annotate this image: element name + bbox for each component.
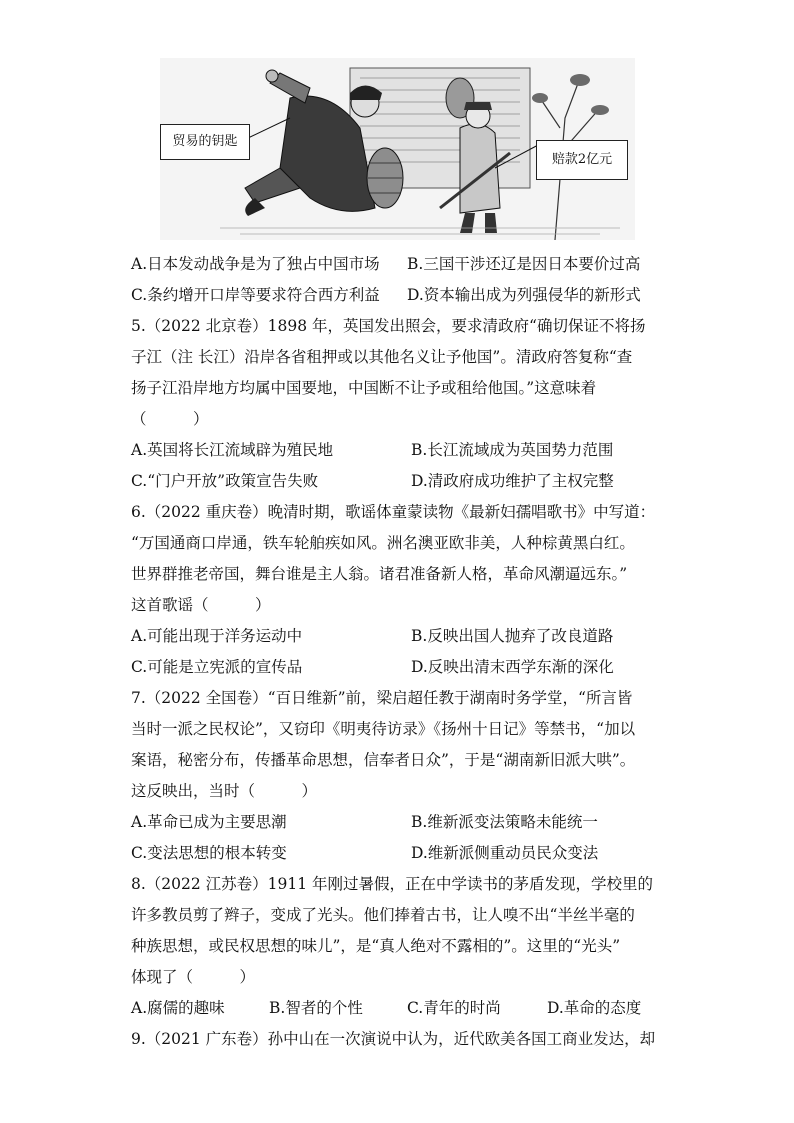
q4-option-b: B.三国干涉还辽是因日本要价过高 [407, 255, 641, 273]
q8-option-b: B.智者的个性 [269, 999, 363, 1017]
q5-options-row-1 [131, 435, 671, 466]
q8-stem-line: 体现了（ ） [131, 968, 256, 986]
question-block [131, 249, 671, 1055]
q5-stem-line: 扬子江沿岸地方均属中国要地，中国断不让予或租给他国。”这意味着 [131, 379, 597, 397]
q9-stem-line: 9.（2021 广东卷）孙中山在一次演说中认为，近代欧美各国工商业发达，却 [131, 1030, 656, 1048]
q6-option-c: C.可能是立宪派的宣传品 [131, 658, 303, 676]
q5-option-a: A.英国将长江流域辟为殖民地 [131, 441, 334, 459]
q7-options-row-2 [131, 838, 671, 869]
q7-option-b: B.维新派变法策略未能统一 [411, 813, 598, 831]
q8-stem-line: 种族思想，或民权思想的味儿”，是“真人绝对不露相的”。这里的“光头” [131, 937, 621, 955]
q7-stem-line: 7.（2022 全国卷）“百日维新”前，梁启超任教于湖南时务学堂，“所言皆 [131, 689, 633, 707]
q7-stem-line: 当时一派之民权论”，又窃印《明夷待访录》《扬州十日记》等禁书，“加以 [131, 720, 636, 738]
q7-stem-line: 这反映出，当时（ ） [131, 782, 318, 800]
q6-options-row-1 [131, 621, 671, 652]
q7-stem-line: 案语，秘密分布，传播革命思想，信奉者日众”，于是“湖南新旧派大哄”。 [131, 751, 636, 769]
q8-stem-line: 8.（2022 江苏卷）1911 年刚过暑假，正在中学读书的茅盾发现，学校里的 [131, 875, 654, 893]
q8-options-row [131, 993, 671, 1024]
q7-option-c: C.变法思想的根本转变 [131, 844, 287, 862]
q6-option-a: A.可能出现于洋务运动中 [131, 627, 303, 645]
q4-options-row-1 [131, 249, 671, 280]
q4-option-d: D.资本输出成为列强侵华的新形式 [407, 286, 641, 304]
q4-options-row-2 [131, 280, 671, 311]
cartoon-label-indemnity: 赔款2亿元 [536, 140, 628, 180]
q5-option-d: D.清政府成功维护了主权完整 [411, 472, 614, 490]
q6-stem-line: “万国通商口岸通，铁车轮舶疾如风。洲名澳亚欧非美，人种棕黄黑白红。 [131, 534, 635, 552]
q8-option-c: C.青年的时尚 [407, 999, 501, 1017]
q8-option-d: D.革命的态度 [547, 999, 642, 1017]
q8-stem-line: 许多教员剪了辫子，变成了光头。他们捧着古书，让人嗅不出“半丝半毫的 [131, 906, 635, 924]
q5-option-c: C.“门户开放”政策宣告失败 [131, 472, 319, 490]
q5-stem-line: 子江（注 长江）沿岸各省租押或以其他名义让予他国”。清政府答复称“查 [131, 348, 633, 366]
q6-options-row-2 [131, 652, 671, 683]
q5-stem-line: （ ） [131, 410, 209, 428]
q5-stem-line: 5.（2022 北京卷）1898 年，英国发出照会，要求清政府“确切保证不将扬 [131, 317, 646, 335]
q6-stem-line: 这首歌谣（ ） [131, 596, 271, 614]
q6-stem-line: 6.（2022 重庆卷）晚清时期，歌谣体童蒙读物《最新妇孺唱歌书》中写道： [131, 503, 656, 521]
q7-option-a: A.革命已成为主要思潮 [131, 813, 287, 831]
q6-option-b: B.反映出国人抛弃了改良道路 [411, 627, 614, 645]
q7-option-d: D.维新派侧重动员民众变法 [411, 844, 599, 862]
q7-options-row-1 [131, 807, 671, 838]
q6-option-d: D.反映出清末西学东渐的深化 [411, 658, 614, 676]
q8-option-a: A.腐儒的趣味 [131, 999, 225, 1017]
cartoon-label-trade-key: 贸易的钥匙 [160, 124, 250, 160]
q6-stem-line: 世界群推老帝国，舞台谁是主人翁。诸君准备新人格，革命风潮逼远东。” [131, 565, 628, 583]
q4-option-a: A.日本发动战争是为了独占中国市场 [131, 255, 380, 273]
q4-option-c: C.条约增开口岸等要求符合西方利益 [131, 286, 380, 304]
q5-options-row-2 [131, 466, 671, 497]
q5-option-b: B.长江流域成为英国势力范围 [411, 441, 614, 459]
